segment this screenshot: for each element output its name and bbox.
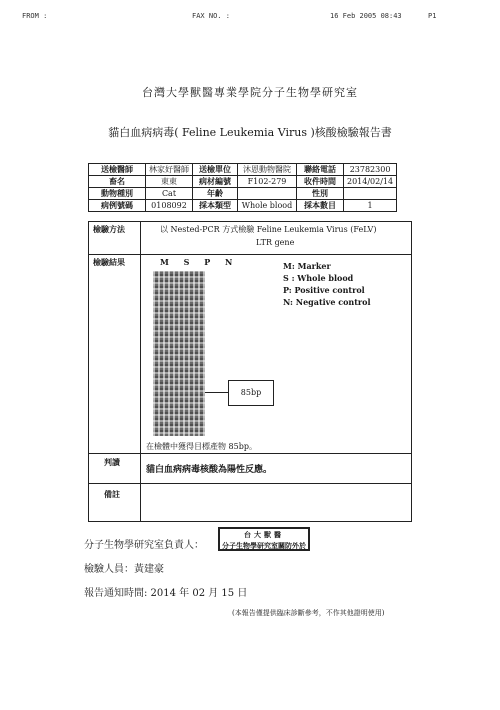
table-cell: 病材編號 [193, 176, 238, 188]
table-cell: 採本類型 [193, 200, 238, 212]
table-cell: 沐恩動物醫院 [238, 164, 297, 176]
remarks-label: 備註 [104, 489, 120, 499]
table-cell: 動物種別 [89, 188, 146, 200]
method-text-line1: 以 Nested-PCR 方式檢驗 Feline Leukemia Virus (FeLV) [160, 225, 377, 234]
table-cell: Whole blood [238, 200, 297, 212]
table-cell: 性別 [297, 188, 344, 200]
table-cell: 聯絡電話 [297, 164, 344, 176]
table-cell: 2014/02/14 [344, 176, 397, 188]
table-cell: 收件時間 [297, 176, 344, 188]
table-cell: 東東 [146, 176, 193, 188]
official-seal-stamp [218, 527, 310, 551]
results-divider [88, 253, 141, 453]
table-cell: 畜名 [89, 176, 146, 188]
legend-item: M: Marker [283, 261, 331, 271]
table-cell: 林家好醫師 [146, 164, 193, 176]
interpretation-text: 貓白血病病毒核酸為陽性反應。 [146, 465, 273, 475]
table-cell [344, 188, 397, 200]
gel-legend [283, 260, 371, 308]
table-cell: 23782300 [344, 164, 397, 176]
table-row [89, 188, 397, 200]
table-cell: 送檢醫師 [89, 164, 146, 176]
table-row [89, 164, 397, 176]
inspector-line: 檢驗人員：黃建豪 [84, 564, 164, 575]
table-cell: 採本數目 [297, 200, 344, 212]
stamp-line: 分子生物學研究室關防外於 [222, 541, 306, 550]
table-cell [238, 188, 297, 200]
report-title: 貓白血病病毒( Feline Leukemia Virus )核酸檢驗報告書 [108, 126, 392, 139]
legend-item: N: Negative control [283, 297, 371, 307]
interpretation-label: 判讀 [104, 457, 120, 467]
results-note: 在檢體中獲得目標產物 85bp。 [146, 442, 257, 451]
table-cell: 1 [344, 200, 397, 212]
table-cell: 送檢單位 [193, 164, 238, 176]
fax-from: FROM : [22, 12, 48, 20]
gel-lane-labels: M S P N [160, 257, 239, 267]
method-label: 檢驗方法 [93, 224, 125, 234]
table-cell: F102-279 [238, 176, 297, 188]
fax-number: FAX NO. : [192, 12, 230, 20]
legend-item: S : Whole blood [283, 273, 354, 283]
table-cell: 病例號碼 [89, 200, 146, 212]
method-text-line2: LTR gene [256, 238, 295, 247]
fax-page: P1 [428, 12, 437, 20]
info-table [88, 163, 397, 212]
gel-electrophoresis-image [153, 271, 205, 436]
stamp-line: 台大獸醫 [244, 530, 284, 539]
table-cell: Cat [146, 188, 193, 200]
table-cell: 0108092 [146, 200, 193, 212]
fax-datetime: 16 Feb 2005 08:43 [330, 12, 402, 20]
results-label: 檢驗結果 [93, 257, 125, 267]
disclaimer-text: (本報告僅提供臨床診斷參考，不作其他證明使用) [232, 609, 385, 617]
legend-item: P: Positive control [283, 285, 365, 295]
band-size-label: 85bp [228, 380, 274, 406]
table-row [89, 176, 397, 188]
institution-title: 台灣大學獸醫專業學院分子生物學研究室 [142, 86, 358, 99]
table-row [89, 200, 397, 212]
lab-head-label: 分子生物學研究室負責人： [84, 540, 204, 551]
table-cell: 年齡 [193, 188, 238, 200]
band-pointer-line [205, 392, 228, 393]
notify-date-line: 報告通知時間: 2014 年 02 月 15 日 [84, 588, 248, 599]
